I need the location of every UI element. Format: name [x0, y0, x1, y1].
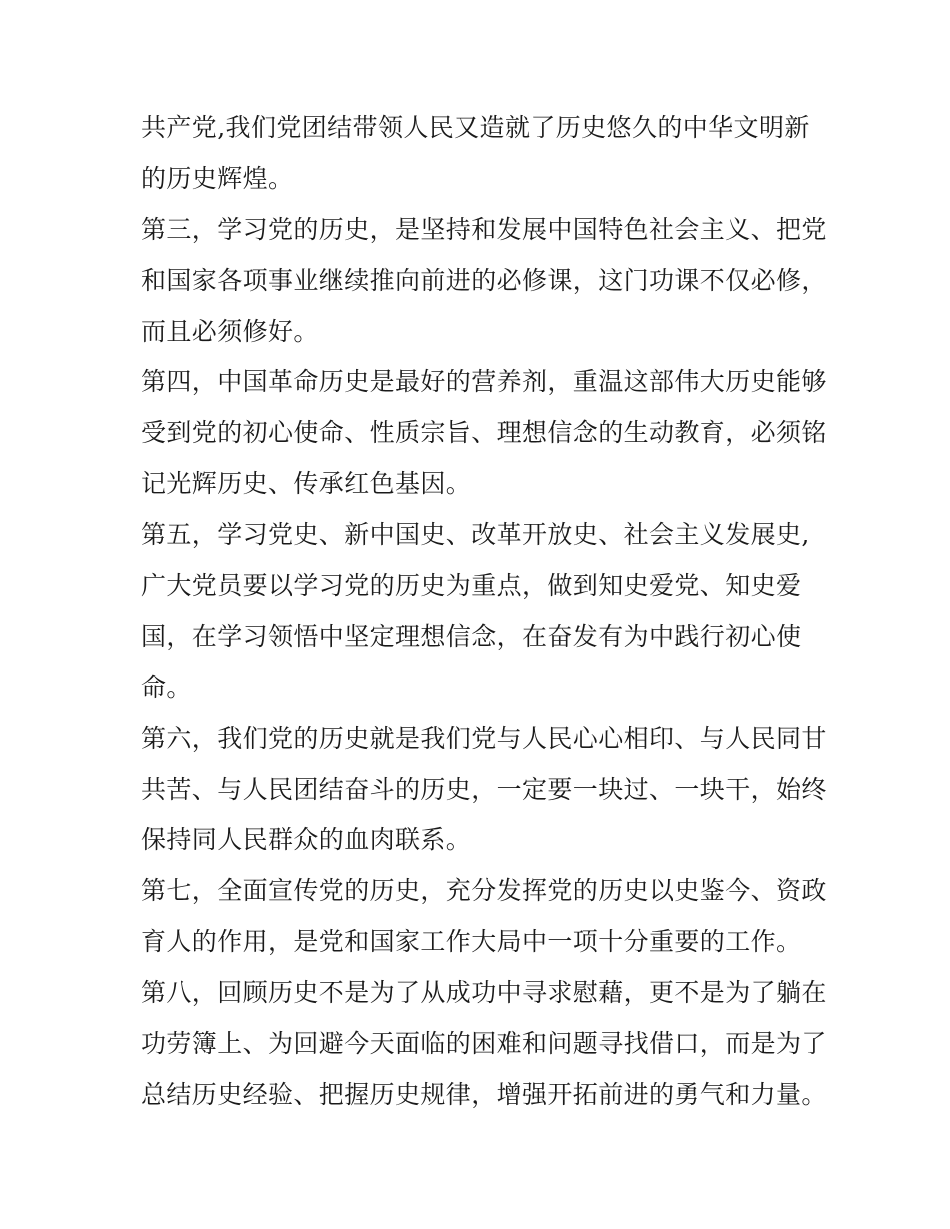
- paragraph-third: [141, 205, 827, 358]
- text-line: 受到党的初心使命、性质宗旨、理想信念的生动教育，必须铭: [141, 418, 827, 448]
- text-line: 第六，我们党的历史就是我们党与人民心心相印、与人民同甘: [141, 723, 827, 753]
- text-line: 第七，全面宣传党的历史，充分发挥党的历史以史鉴今、资政: [141, 876, 827, 906]
- text-line: 而且必须修好。: [141, 316, 319, 346]
- paragraph-fourth: [141, 357, 827, 510]
- text-line: 广大党员要以学习党的历史为重点，做到知史爱党、知史爱: [141, 571, 802, 601]
- text-line: 共产党,我们党团结带领人民又造就了历史悠久的中华文明新: [141, 113, 810, 142]
- text-line: 第八，回顾历史不是为了从成功中寻求慰藉，更不是为了躺在: [141, 978, 827, 1008]
- text-line: 第五，学习党史、新中国史、改革开放史、社会主义发展史,: [141, 520, 810, 550]
- text-line: 育人的作用，是党和国家工作大局中一项十分重要的工作。: [141, 927, 802, 957]
- text-line: 功劳簿上、为回避今天面临的困难和问题寻找借口，而是为了: [141, 1029, 827, 1059]
- text-line: 共苦、与人民团结奋斗的历史，一定要一块过、一块干，始终: [141, 774, 827, 804]
- document-body: [141, 103, 827, 1121]
- text-line: 记光辉历史、传承红色基因。: [141, 469, 472, 499]
- text-line: 的历史辉煌。: [141, 163, 294, 193]
- text-line: 命。: [141, 672, 192, 702]
- text-line: 保持同人民群众的血肉联系。: [141, 825, 472, 855]
- paragraph-sixth: [141, 714, 827, 867]
- text-line: 总结历史经验、把握历史规律，增强开拓前进的勇气和力量。: [141, 1079, 827, 1109]
- text-line: 第三，学习党的历史，是坚持和发展中国特色社会主义、把党: [141, 214, 827, 244]
- paragraph-eighth: [141, 968, 827, 1121]
- paragraph-fifth: [141, 510, 816, 714]
- text-line: 第四，中国革命历史是最好的营养剂，重温这部伟大历史能够: [141, 367, 827, 397]
- text-line: 和国家各项事业继续推向前进的必修课，这门功课不仅必修，: [141, 265, 827, 295]
- paragraph-continuation: [141, 103, 816, 205]
- text-line: 国，在学习领悟中坚定理想信念，在奋发有为中践行初心使: [141, 621, 802, 651]
- paragraph-seventh: [141, 866, 827, 968]
